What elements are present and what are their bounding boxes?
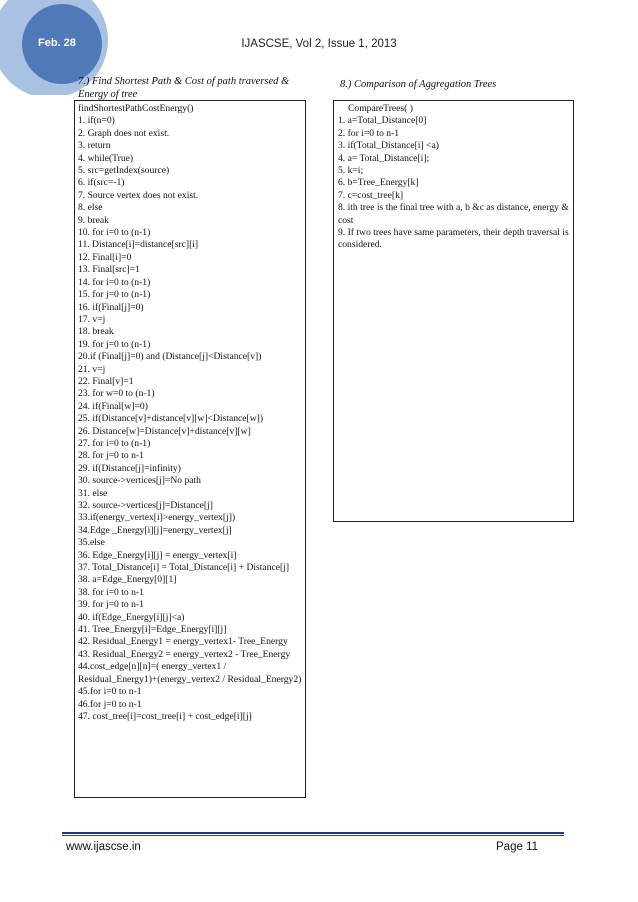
journal-header: IJASCSE, Vol 2, Issue 1, 2013 (241, 38, 397, 50)
code-line: 1. a=Total_Distance[0] (338, 115, 427, 127)
code-line: 40. if(Edge_Energy[i][j]<a) (78, 611, 185, 623)
code-line: 6. if(src=-1) (78, 177, 125, 189)
code-line: CompareTrees( ) (348, 103, 413, 114)
code-line: 29. if(Distance[j]=infinity) (78, 462, 181, 474)
code-line: 14. for i=0 to (n-1) (78, 276, 151, 288)
right-algorithm-box (333, 100, 574, 522)
code-line: 4. while(True) (78, 152, 134, 164)
code-line: 4. a= Total_Distance[i]; (338, 152, 430, 164)
code-line: 17. v=j (78, 313, 106, 325)
code-line: 7. Source vertex does not exist. (78, 189, 199, 201)
code-line: 23. for w=0 to (n-1) (78, 388, 155, 400)
code-line: 47. cost_tree[i]=cost_tree[i] + cost_edge[i][j] (78, 710, 252, 722)
code-line: 45.for i=0 to n-1 (78, 686, 142, 698)
code-line: 2. for i=0 to n-1 (338, 127, 400, 139)
code-line: 30. source->vertices[j]=No path (78, 475, 201, 487)
code-line: 18. break (78, 326, 114, 338)
code-line: 20.if (Final[j]=0) and (Distance[j]<Distance[v]) (78, 351, 262, 363)
code-line: 3. return (78, 140, 111, 152)
footer-rule-top (62, 832, 564, 834)
code-line: 11. Distance[i]=distance[src][i] (78, 239, 199, 251)
code-line: 12. Final[i]=0 (78, 251, 132, 263)
footer-rule-bottom (62, 835, 564, 836)
code-line: 36. Edge_Energy[i][j] = energy_vertex[i] (78, 549, 237, 561)
code-line: 24. if(Final[w]=0) (78, 400, 148, 412)
code-line: 32. source->vertices[j]=Distance[j] (78, 500, 213, 511)
left-caption: 7.) Find Shortest Path & Cost of path traversed & Energy of tree (78, 76, 290, 100)
code-line: 41. Tree_Energy[i]=Edge_Energy[i][j] (78, 624, 227, 636)
code-line: 35.else (78, 537, 105, 549)
right-caption: 8.) Comparison of Aggregation Trees (340, 79, 497, 90)
code-line: 33.if(energy_vertex[i]>energy_vertex[j]) (78, 512, 236, 524)
code-line: 16. if(Final[j]=0) (78, 301, 144, 313)
footer-website: www.ijascse.in (66, 841, 141, 853)
code-line: 21. v=j (78, 363, 106, 375)
code-line: 6. b=Tree_Energy[k] (338, 177, 419, 189)
code-line: 19. for j=0 to (n-1) (78, 338, 151, 350)
code-line: 37. Total_Distance[i] = Total_Distance[i] + Distance[j] (78, 562, 290, 574)
code-line: findShortestPathCostEnergy() (78, 103, 194, 114)
code-line: 5. k=i; (338, 165, 364, 177)
code-line: 28. for j=0 to n-1 (78, 450, 144, 462)
code-line: 34.Edge _Energy[i][j]=energy_vertex[j] (78, 524, 232, 536)
code-line: 39. for j=0 to n-1 (78, 599, 144, 611)
code-line: 42. Residual_Energy1 = energy_vertex1- Tree_Energy (78, 636, 288, 648)
code-line: 8. else (78, 202, 103, 214)
code-line: 2. Graph does not exist. (78, 127, 170, 139)
code-line: 5. src=getIndex(source) (78, 165, 170, 177)
code-line: 44.cost_edge[n][n]=( energy_vertex1 / Residual_Energy1)+(energy_vertex2 / Residual_Energy2) (78, 661, 302, 685)
code-line: 3. if(Total_Distance[i] <a) (338, 140, 439, 152)
code-line: 13. Final[src]=1 (78, 264, 140, 276)
badge-date: Feb. 28 (38, 37, 76, 49)
code-line: 46.for j=0 to n-1 (78, 698, 142, 710)
code-line: 9. If two trees have same parameters, their depth traversal is considered. (338, 227, 569, 251)
left-algorithm-box (74, 100, 306, 798)
code-line: 22. Final[v]=1 (78, 375, 134, 387)
code-line: 7. c=cost_tree[k] (338, 189, 404, 201)
code-line: 8. ith tree is the final tree with a, b &c as distance, energy & cost (338, 202, 569, 226)
code-line: 1. if(n=0) (78, 115, 115, 127)
code-line: 10. for i=0 to (n-1) (78, 227, 151, 239)
code-line: 25. if(Distance[v]+distance[v][w]<Distance[w]) (78, 413, 264, 425)
code-line: 15. for j=0 to (n-1) (78, 289, 151, 301)
code-line: 26. Distance[w]=Distance[v]+distance[v][w] (78, 425, 251, 437)
code-line: 38. a=Edge_Energy[0][1] (78, 574, 177, 586)
code-line: 43. Residual_Energy2 = energy_vertex2 - Tree_Energy (78, 648, 291, 660)
footer-page-number: Page 11 (496, 841, 538, 853)
code-line: 9. break (78, 214, 109, 226)
code-line: 31. else (78, 487, 108, 499)
code-line: 27. for i=0 to (n-1) (78, 437, 151, 449)
code-line: 38. for i=0 to n-1 (78, 586, 144, 598)
